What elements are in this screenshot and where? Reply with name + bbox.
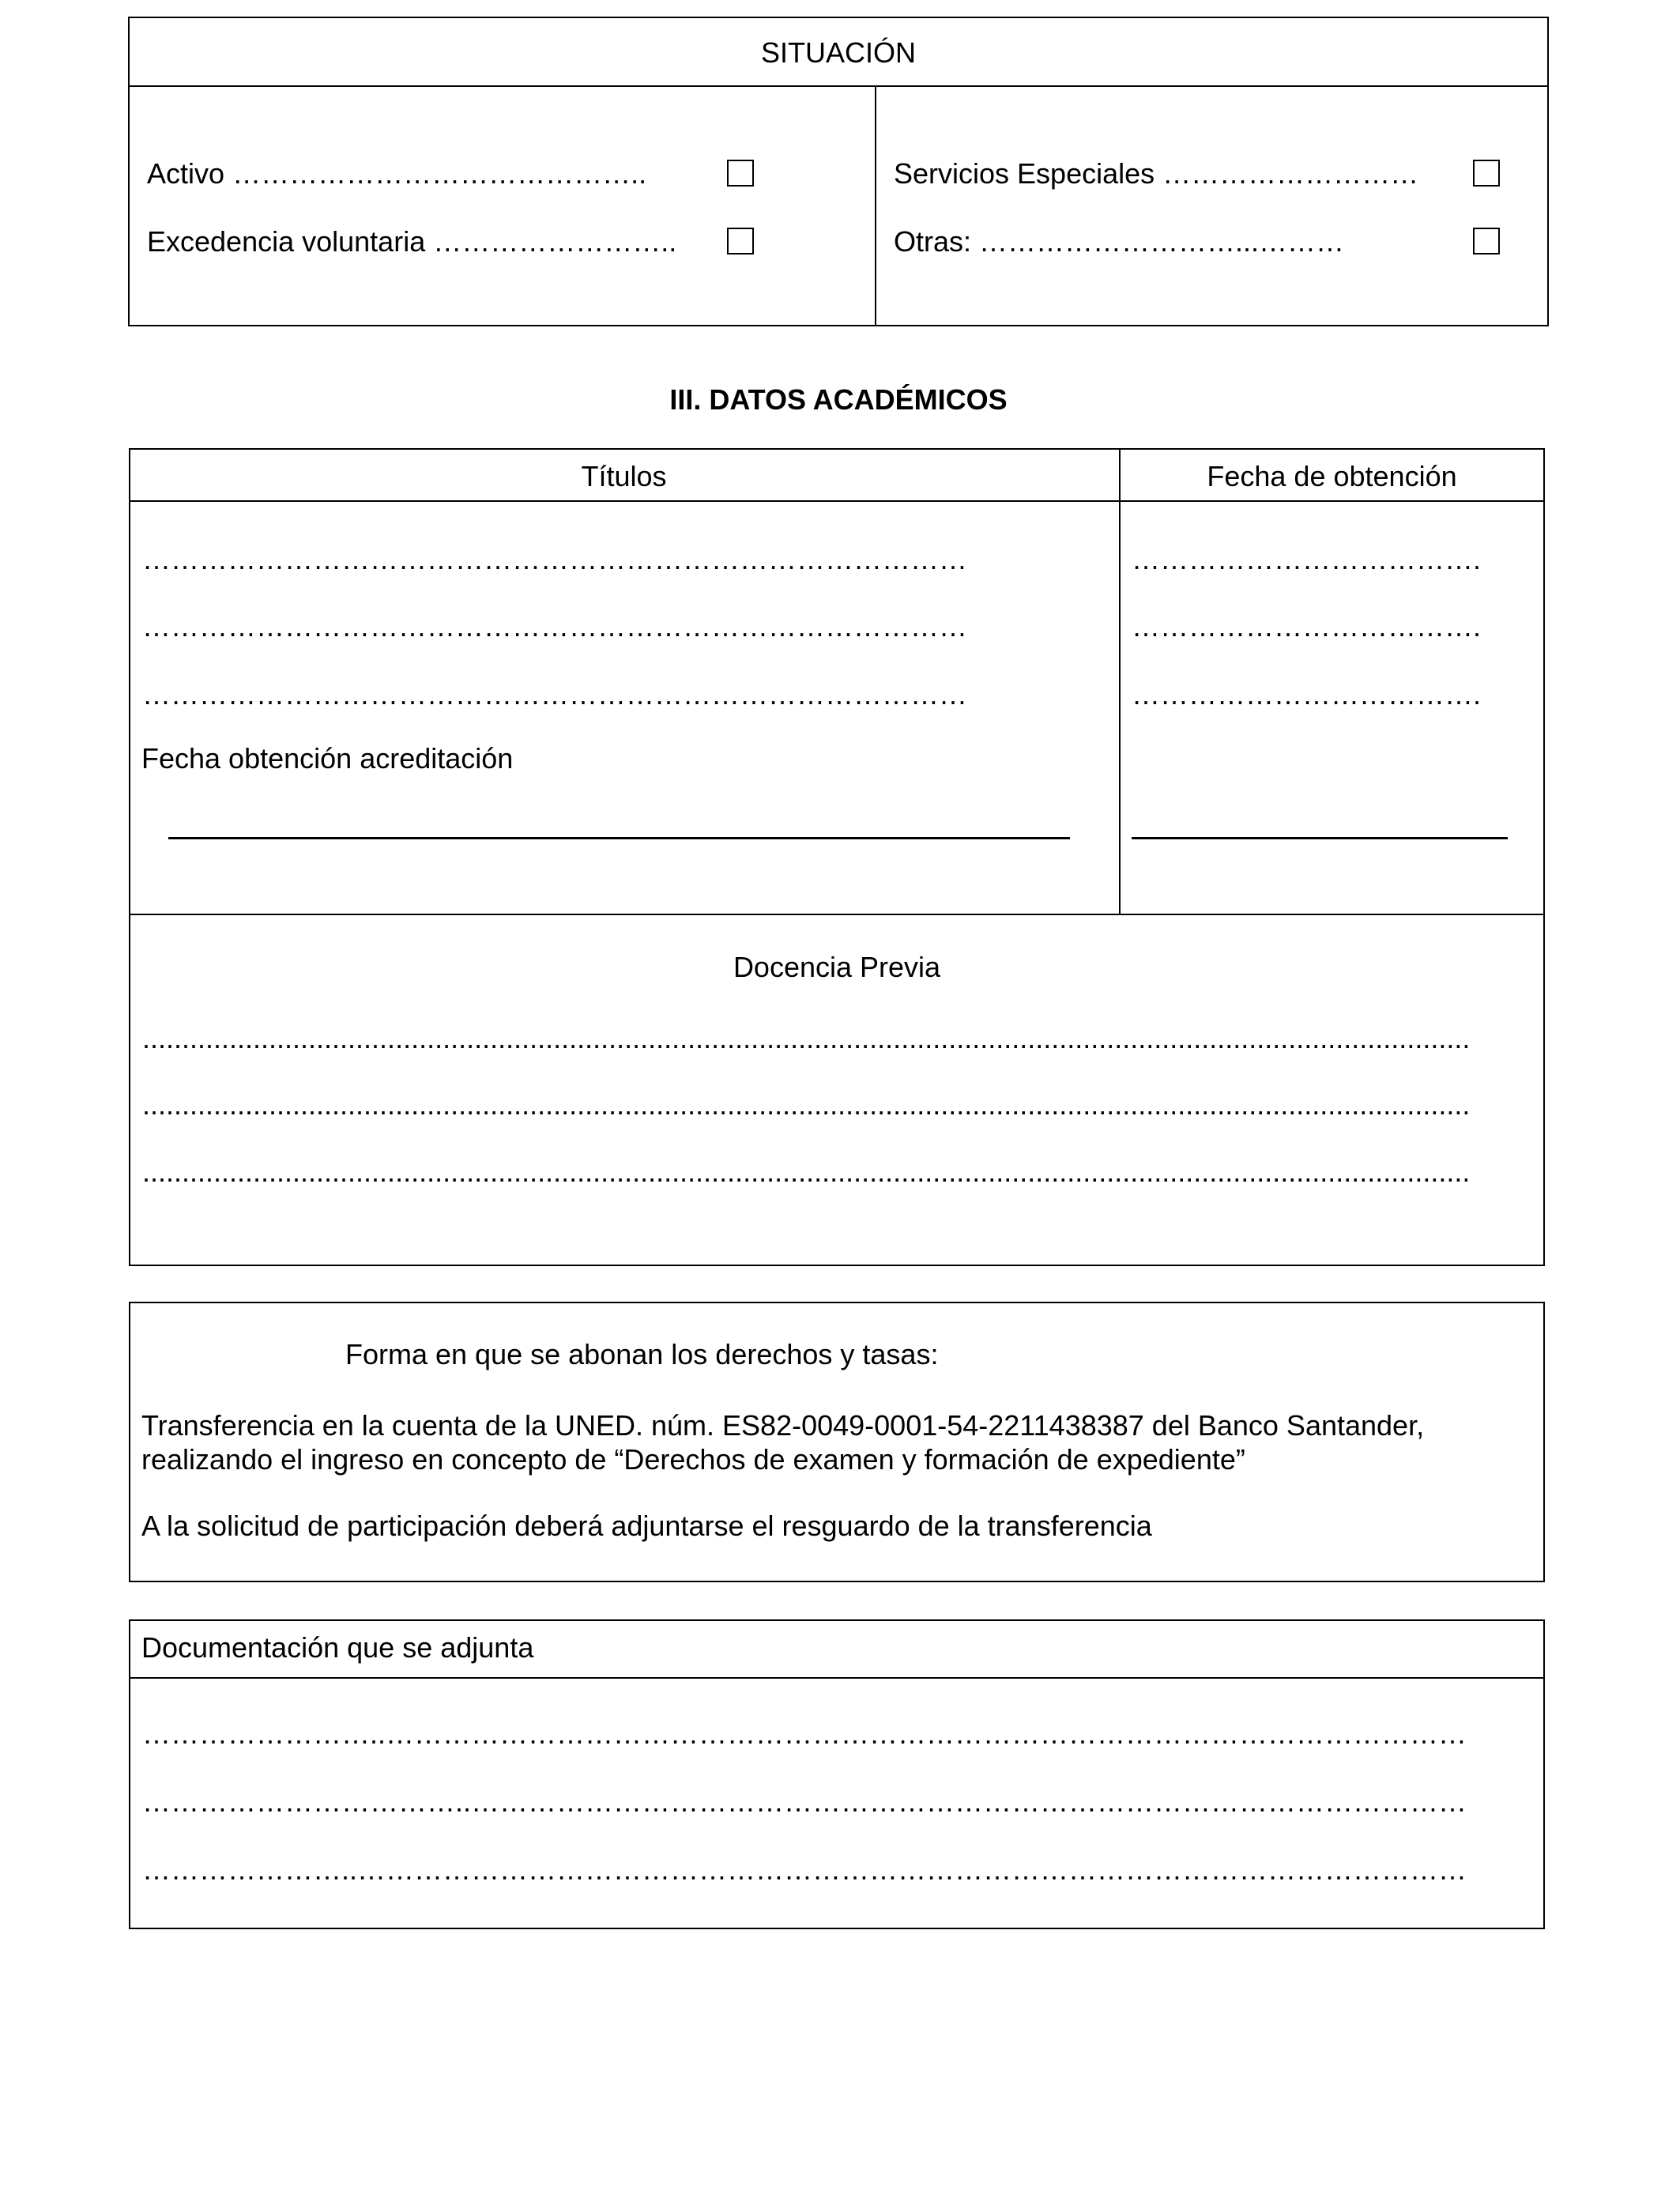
option-excedencia-leader: …………………….. (433, 225, 677, 258)
option-otras (894, 224, 1344, 258)
docencia-line-1[interactable]: ........................................................................................................................................................................ (142, 1022, 1471, 1054)
option-excedencia-label: Excedencia voluntaria (147, 225, 426, 258)
titulo-line-1[interactable]: …………………………………………………………………………… (142, 543, 967, 575)
option-otras-leader: ………………………...……… (979, 225, 1345, 258)
fecha-line-2[interactable]: ………………………………. (1132, 610, 1482, 643)
pago-line-1: Transferencia en la cuenta de la UNED. núm. ES82-0049-0001-54-2211438387 del Banco Santander, (141, 1409, 1425, 1442)
otras-checkbox[interactable] (1473, 228, 1500, 254)
situacion-column-divider (875, 85, 876, 326)
situacion-header-divider (128, 85, 1549, 87)
docencia-line-3[interactable]: ........................................................................................................................................................................ (142, 1155, 1471, 1188)
documentacion-title: Documentación que se adjunta (141, 1631, 534, 1664)
option-activo (147, 156, 646, 190)
titulo-line-3[interactable]: …………………………………………………………………………… (142, 678, 967, 711)
acreditacion-label: Fecha obtención acreditación (141, 742, 514, 775)
academicos-column-divider (1119, 448, 1121, 914)
pago-line-2: realizando el ingreso en concepto de “Derechos de examen y formación de expediente” (141, 1443, 1245, 1476)
option-servicios (894, 156, 1418, 190)
activo-checkbox[interactable] (727, 160, 754, 187)
fecha-line-1[interactable]: ………………………………. (1132, 543, 1482, 575)
documentacion-header-divider (129, 1677, 1545, 1679)
servicios-checkbox[interactable] (1473, 160, 1500, 187)
col-titulos-header: Títulos (581, 460, 667, 492)
option-servicios-label: Servicios Especiales (894, 157, 1155, 190)
option-servicios-leader: ……………………… (1162, 157, 1419, 190)
situacion-title: SITUACIÓN (760, 36, 916, 69)
titulo-line-2[interactable]: …………………………………………………………………………… (142, 610, 967, 643)
pago-heading: Forma en que se abonan los derechos y tasas: (345, 1338, 939, 1370)
option-excedencia (147, 224, 676, 258)
col-fecha-header: Fecha de obtención (1207, 460, 1457, 492)
option-activo-leader: …………………………………….. (232, 157, 647, 190)
acreditacion-date-line[interactable] (1132, 837, 1508, 839)
docencia-title: Docencia Previa (733, 951, 941, 983)
option-otras-label: Otras: (894, 225, 972, 258)
section-heading: III. DATOS ACADÉMICOS (669, 383, 1008, 416)
excedencia-checkbox[interactable] (727, 228, 754, 254)
documentacion-line-3[interactable]: …………………..……………………………………………………………………………………………………… (142, 1853, 1467, 1886)
academicos-header-divider (129, 500, 1545, 502)
pago-note: A la solicitud de participación deberá adjuntarse el resguardo de la transferencia (141, 1510, 1152, 1542)
documentacion-line-2[interactable]: ……………………………..…………………………………………………………………………………………… (142, 1785, 1467, 1818)
docencia-line-2[interactable]: ........................................................................................................................................................................ (142, 1088, 1471, 1121)
documentacion-line-1[interactable]: ……………………..…………………………………………………………………………………………………… (142, 1717, 1467, 1750)
fecha-line-3[interactable]: ………………………………. (1132, 678, 1482, 711)
docencia-divider (129, 914, 1545, 915)
acreditacion-signature-line[interactable] (168, 837, 1070, 839)
option-activo-label: Activo (147, 157, 225, 190)
